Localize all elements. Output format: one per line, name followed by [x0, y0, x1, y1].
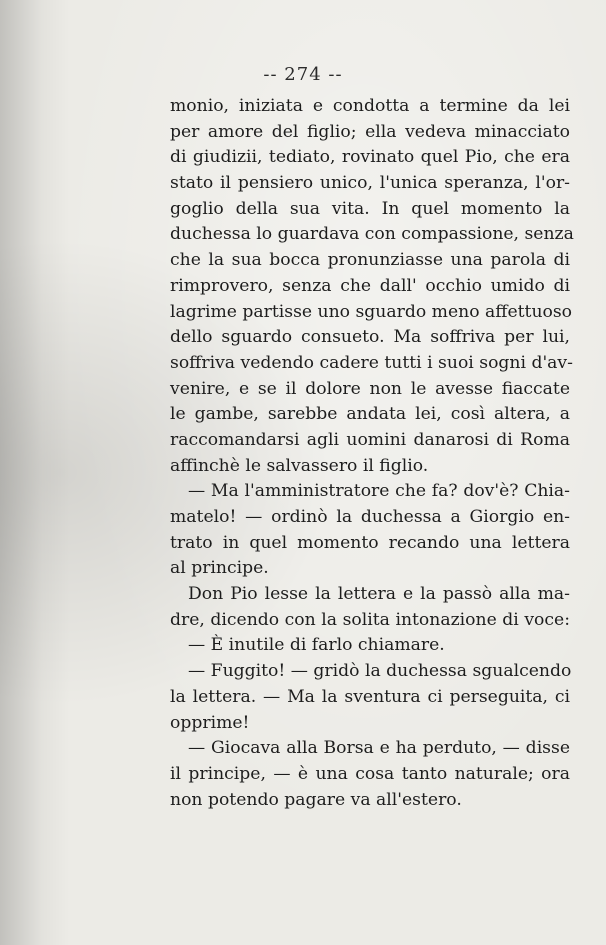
text-line: — Ma l'amministratore che fa? dov'è? Chia-	[188, 481, 570, 502]
text-line: trato in quel momento recando una lettera	[170, 532, 570, 553]
text-line: che la sua bocca pronunziasse una parola di	[170, 250, 570, 271]
text-line: duchessa lo guardava con compassione, senza	[170, 224, 574, 245]
text-line: — È inutile di farlo chiamare.	[188, 635, 445, 656]
text-line: rimprovero, senza che dall' occhio umido di	[170, 275, 570, 296]
text-line: raccomandarsi agli uomini danarosi di Roma	[170, 429, 570, 450]
text-line: monio, iniziata e condotta a termine da lei	[170, 96, 570, 116]
text-line: opprime!	[170, 712, 250, 733]
text-line: affinchè le salvassero il figlio.	[170, 455, 429, 476]
text-line: dello sguardo consueto. Ma soffriva per lui,	[170, 327, 570, 348]
text-line: — Giocava alla Borsa e ha perduto, — disse	[188, 738, 570, 759]
text-line: il principe, — è una cosa tanto naturale; ora	[170, 763, 570, 784]
text-line: al principe.	[170, 558, 269, 579]
text-line: — Fuggito! — gridò la duchessa sgualcendo	[188, 661, 572, 682]
body-text	[170, 94, 574, 813]
binding-shadow	[0, 0, 70, 945]
text-line: stato il pensiero unico, l'unica speranza, l'or-	[170, 173, 570, 194]
text-line: Don Pio lesse la lettera e la passò alla ma-	[188, 584, 570, 605]
page-number: -- 274 --	[263, 64, 343, 85]
text-line: per amore del figlio; ella vedeva minacciato	[170, 121, 570, 142]
text-line: di giudizii, tediato, rovinato quel Pio, che era	[170, 147, 570, 168]
text-line: la lettera. — Ma la sventura ci perseguita, ci	[170, 686, 570, 707]
text-line: goglio della sua vita. In quel momento la	[170, 198, 570, 219]
text-line: non potendo pagare va all'estero.	[170, 789, 462, 810]
text-line: matelo! — ordinò la duchessa a Giorgio en-	[170, 507, 570, 527]
text-line: soffriva vedendo cadere tutti i suoi sogni d'av-	[170, 352, 573, 373]
text-line: dre, dicendo con la solita intonazione di voce:	[170, 609, 570, 630]
text-line: lagrime partisse uno sguardo meno affettuoso	[170, 301, 573, 322]
text-line: venire, e se il dolore non le avesse fiaccate	[170, 378, 570, 399]
text-line: le gambe, sarebbe andata lei, così altera, a	[170, 404, 570, 425]
